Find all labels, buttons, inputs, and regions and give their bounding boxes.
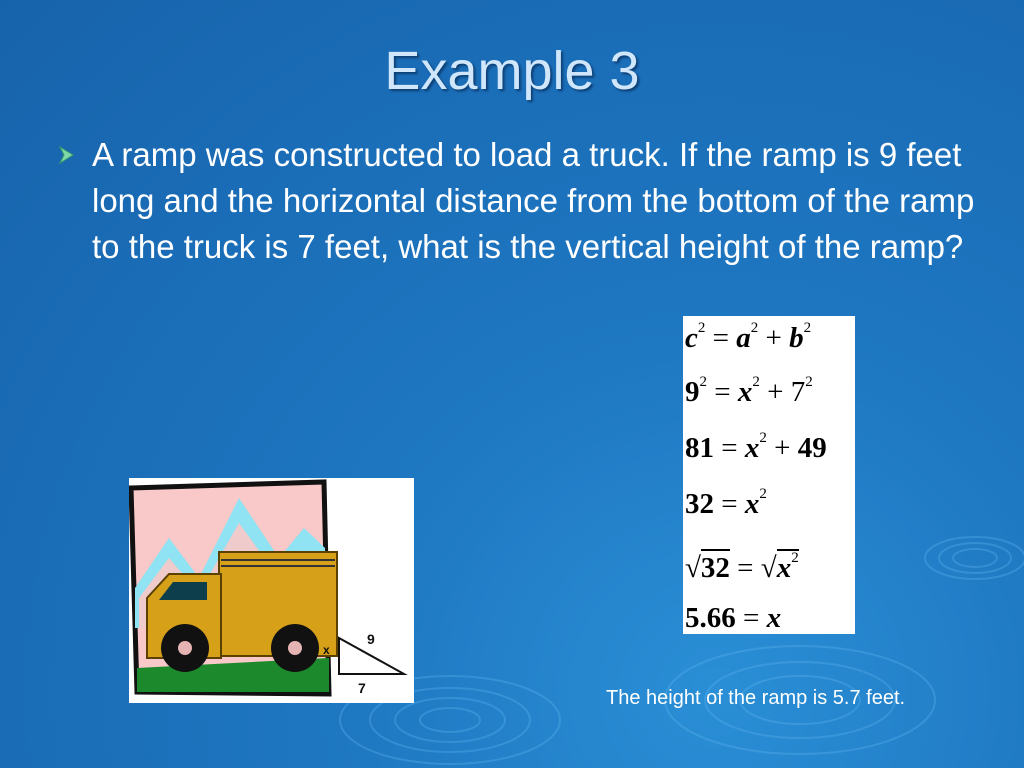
slide-title: Example 3 — [384, 41, 640, 101]
equation-line-5: $√32 = √x^2$ — [685, 550, 799, 584]
equation-line-6: 5.66 = x — [685, 602, 782, 634]
equation-line-1: $c^2 = a^2 + b^2$ — [685, 320, 812, 354]
equation-line-4: $32 = x^2$ — [685, 486, 767, 520]
bullet-item — [56, 132, 976, 270]
sqrt-symbol: √ — [685, 552, 701, 584]
sqrt-symbol: √ — [760, 552, 777, 584]
problem-statement: A ramp was constructed to load a truck. If the ramp is 9 feet long and the horizontal distance from the bottom of the ramp to the truck is 7 feet, what is the vertical height of the ramp? — [92, 136, 975, 265]
equation-box — [683, 316, 855, 634]
ramp-horizontal-label: 7 — [358, 680, 366, 696]
answer-text: The height of the ramp is 5.7 feet. — [606, 687, 906, 709]
equation-line-3: $81 = x^2 + 49$ — [685, 430, 827, 464]
equation-line-2: $9^2 = x^2 + 7^2$ — [685, 374, 813, 408]
chevron-right-icon — [56, 144, 78, 166]
ramp-height-label: x — [323, 643, 330, 657]
truck-ramp-clipart — [129, 478, 414, 703]
ramp-length-label: 9 — [367, 631, 375, 647]
